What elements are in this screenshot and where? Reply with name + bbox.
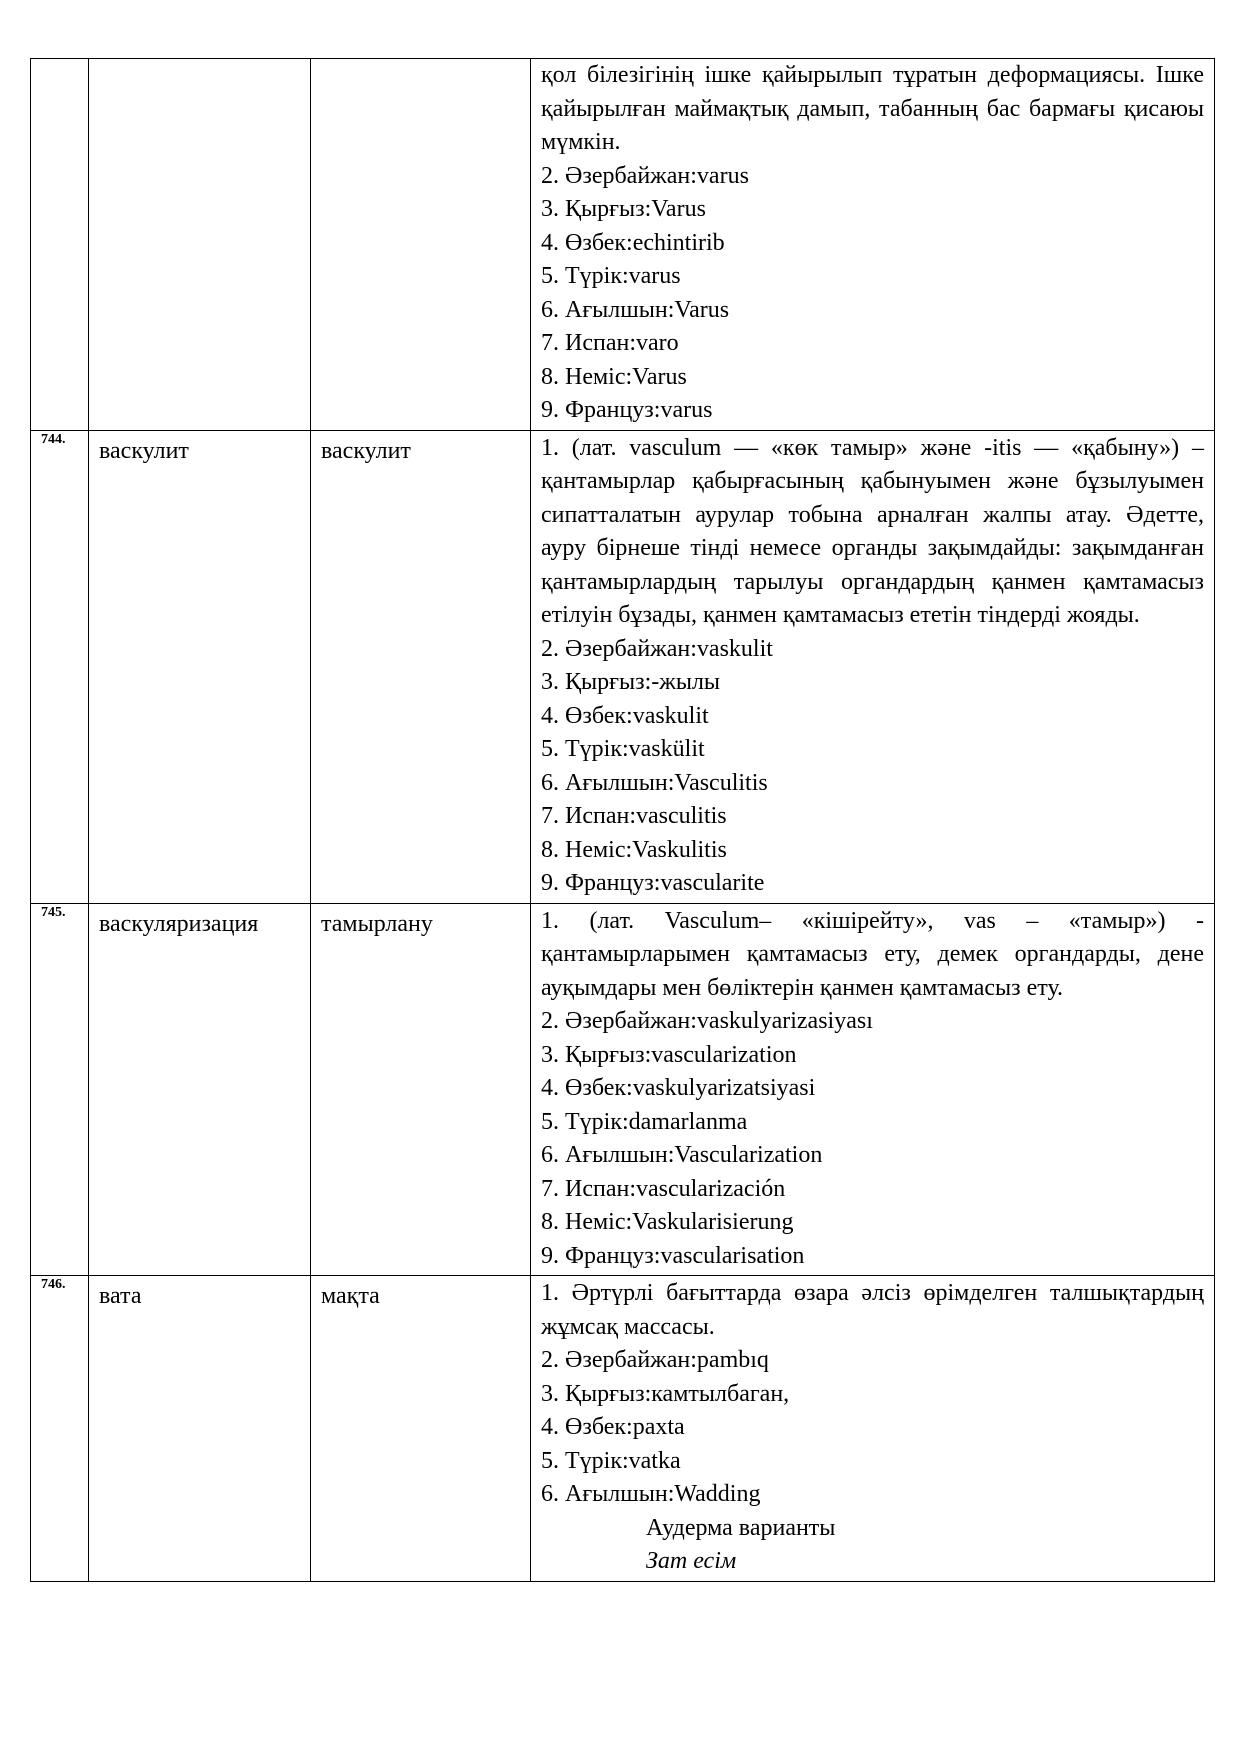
translation-line: 5. Түрік:vatka [541, 1447, 681, 1474]
term-kazakh [311, 59, 531, 431]
translation-line: 4. Өзбек:paxta [541, 1414, 685, 1440]
term-kazakh: васкулит [311, 430, 531, 903]
translation-line: 9. Француз:vascularisation [541, 1242, 805, 1269]
translation-line: 3. Қырғыз:камтылбаган, [541, 1380, 790, 1407]
definition-cell [531, 430, 1215, 903]
translation-line: 5. Түрік:vaskülit [541, 736, 705, 762]
dictionary-table [30, 58, 1215, 1582]
term-russian [89, 59, 311, 431]
translation-line: 5. Түрік:damarlanma [541, 1108, 748, 1135]
translation-line: 4. Өзбек:vaskulit [541, 702, 709, 729]
translation-line: 6. Ағылшын:Wadding [541, 1481, 761, 1507]
table-row [31, 903, 1215, 1276]
table-row [31, 59, 1215, 431]
term-kazakh: мақта [311, 1276, 531, 1582]
translation-line: 3. Қырғыз:vascularization [541, 1041, 797, 1068]
entry-number: 746. [31, 1276, 89, 1582]
definition-text: қол білезігінің ішке қайырылып тұратын деформациясы. Ішке қайырылған маймақтық дамып, табанның бас бармағы қисаюы мүмкін. [541, 62, 1204, 155]
definition-cell [531, 903, 1215, 1276]
dictionary-body [31, 59, 1215, 1582]
entry-number [31, 59, 89, 431]
variants-label: Аудерма варианты [646, 1514, 836, 1541]
translation-line: 6. Ағылшын:Vascularization [541, 1142, 823, 1168]
definition-text: 1. (лат. vasculum — «көк тамыр» және -itis — «қабыну») – қантамырлар қабырғасының қабынуымен және бұзылуымен сипатталатын аурулар тобына арналған жалпы атау. Әдетте, ауру бірнеше тінді немесе органды зақымдайды: зақымданған қантамырлардың тарылуы органдардың қанмен қамтамасыз етілуін бұзады, қанмен қамтамасыз ететін тіндерді жояды. [541, 434, 1204, 628]
translation-line: 8. Неміс:Varus [541, 363, 687, 390]
translation-line: 7. Испан:vasculitis [541, 803, 727, 829]
translation-line: 4. Өзбек:vaskulyarizatsiyasi [541, 1075, 816, 1101]
term-kazakh: тамырлану [311, 903, 531, 1276]
translation-line: 5. Түрік:varus [541, 263, 681, 289]
translation-line: 2. Әзербайжан:vaskulyarizasiyası [541, 1008, 873, 1034]
term-russian: васкуляризация [89, 903, 311, 1276]
translation-line: 6. Ағылшын:Varus [541, 296, 730, 323]
entry-number: 744. [31, 430, 89, 903]
translation-line: 3. Қырғыз:Varus [541, 196, 706, 222]
translation-line: 2. Әзербайжан:varus [541, 162, 749, 189]
table-row [31, 430, 1215, 903]
translation-line: 8. Неміс:Vaskulitis [541, 836, 727, 863]
term-russian: васкулит [89, 430, 311, 903]
definition-text: 1. (лат. Vasculum– «кішірейту», vas – «тамыр») - қантамырларымен қамтамасыз ету, демек органдарды, дене ауқымдары мен бөліктерін қанмен қамтамасыз ету. [541, 907, 1204, 1001]
part-of-speech-label: Зат есім [646, 1548, 737, 1574]
entry-number: 745. [31, 903, 89, 1276]
definition-cell [531, 59, 1215, 431]
translation-line: 9. Француз:varus [541, 397, 713, 423]
term-russian: вата [89, 1276, 311, 1582]
translation-line: 3. Қырғыз:-жылы [541, 669, 721, 695]
translation-line: 6. Ағылшын:Vasculitis [541, 769, 768, 796]
translation-line: 2. Әзербайжан:vaskulit [541, 635, 773, 662]
translation-line: 2. Әзербайжан:pambıq [541, 1347, 769, 1373]
translation-line: 4. Өзбек:echintirib [541, 229, 725, 256]
table-row [31, 1276, 1215, 1582]
translation-line: 7. Испан:varo [541, 330, 679, 356]
definition-text: 1. Әртүрлі бағыттарда өзара әлсіз өрімделген талшықтардың жұмсақ массасы. [541, 1280, 1204, 1340]
translation-line: 9. Француз:vascularite [541, 870, 765, 896]
translation-line: 7. Испан:vascularización [541, 1175, 786, 1202]
definition-cell [531, 1276, 1215, 1582]
translation-line: 8. Неміс:Vaskularisierung [541, 1209, 794, 1235]
